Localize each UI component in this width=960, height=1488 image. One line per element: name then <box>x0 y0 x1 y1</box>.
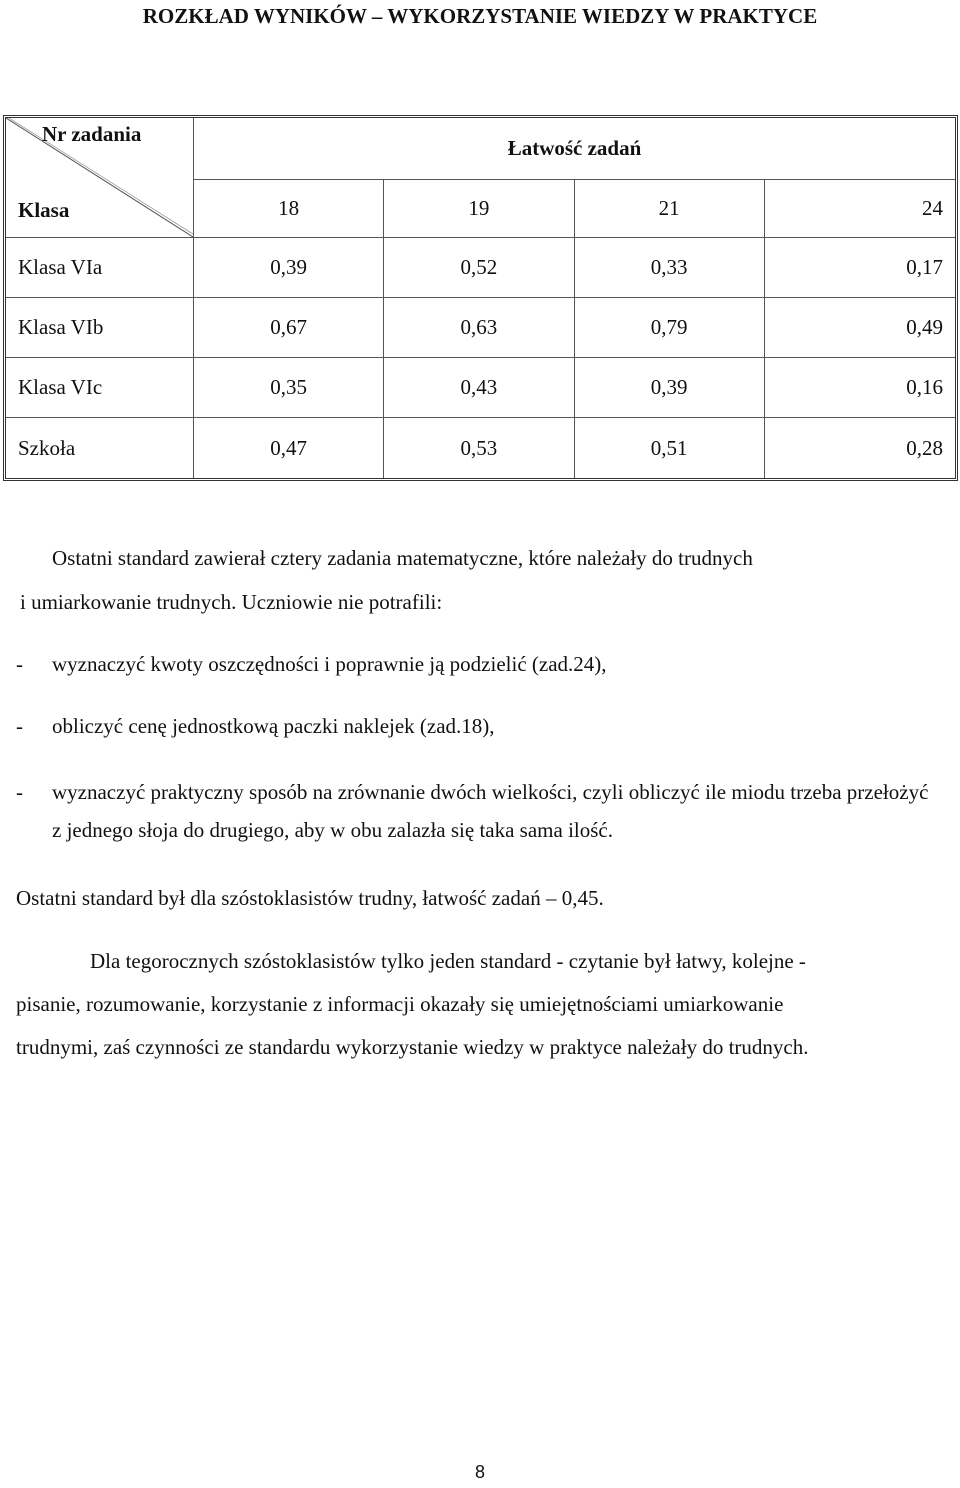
list-item-text: wyznaczyć praktyczny sposób na zrównanie dwóch wielkości, czyli obliczyć ile miodu trzeba przełożyć z jednego słoja do drugiego, aby w obu zalazła się taka sama ilość. <box>52 780 929 842</box>
table-row <box>6 358 955 418</box>
diagonal-header-cell <box>6 118 194 238</box>
dash-bullet: - <box>16 652 23 676</box>
final-paragraph-line: trudnymi, zaś czynności ze standardu wykorzystanie wiedzy w praktyce należały do trudnych. <box>16 1035 809 1059</box>
row-label: Klasa VIa <box>6 238 194 298</box>
results-table <box>3 115 958 481</box>
table-cell: 0,17 <box>765 238 955 298</box>
table-row <box>6 238 955 298</box>
table-cell: 0,52 <box>384 238 574 298</box>
table-cell: 0,28 <box>906 435 943 460</box>
table-row <box>6 418 955 478</box>
table-cell: 0,39 <box>575 358 765 418</box>
table-cell: 0,39 <box>194 238 384 298</box>
list-item-text: wyznaczyć kwoty oszczędności i poprawnie ją podzielić (zad.24), <box>52 652 607 676</box>
table-cell: 0,79 <box>575 298 765 358</box>
task-number: 19 <box>384 180 574 238</box>
task-number: 21 <box>575 180 765 238</box>
table-row <box>6 298 955 358</box>
row-label: Klasa VIb <box>6 298 194 358</box>
table-cell: 0,16 <box>765 358 955 418</box>
task-number: 18 <box>194 180 384 238</box>
table-cell: 0,47 <box>194 418 384 478</box>
summary-paragraph: Ostatni standard był dla szóstoklasistów trudny, łatwość zadań – 0,45. <box>16 886 604 910</box>
table-cell: 0,67 <box>194 298 384 358</box>
table-cell: 0,49 <box>765 298 955 358</box>
dash-bullet: - <box>16 714 23 738</box>
class-header: Klasa <box>18 198 70 222</box>
intro-paragraph-line: i umiarkowanie trudnych. Uczniowie nie potrafili: <box>20 590 443 614</box>
table-cell: 0,63 <box>384 298 574 358</box>
dash-bullet: - <box>16 780 23 804</box>
task-number: 24 <box>765 180 955 238</box>
table-cell: 0,43 <box>384 358 574 418</box>
table-cell: 0,51 <box>575 418 765 478</box>
task-number-header: Nr zadania <box>42 122 142 146</box>
table-header-row <box>6 118 955 180</box>
table-cell: 0,33 <box>575 238 765 298</box>
table-cell: 0,53 <box>384 418 574 478</box>
final-paragraph-line: Dla tegorocznych szóstoklasistów tylko jeden standard - czytanie był łatwy, kolejne - <box>90 949 806 973</box>
page-number: 8 <box>474 1462 485 1482</box>
row-label: Szkoła <box>6 418 194 478</box>
table-cell: 0,35 <box>194 358 384 418</box>
intro-paragraph-line: Ostatni standard zawierał cztery zadania matematyczne, które należały do trudnych <box>52 546 753 570</box>
page-title: ROZKŁAD WYNIKÓW – WYKORZYSTANIE WIEDZY W PRAKTYCE <box>142 4 818 28</box>
row-label: Klasa VIc <box>6 358 194 418</box>
list-item-text: obliczyć cenę jednostkową paczki naklejek (zad.18), <box>52 714 495 738</box>
ease-header: Łatwość zadań <box>194 118 955 180</box>
final-paragraph-line: pisanie, rozumowanie, korzystanie z informacji okazały się umiejętnościami umiarkowanie <box>16 992 784 1016</box>
